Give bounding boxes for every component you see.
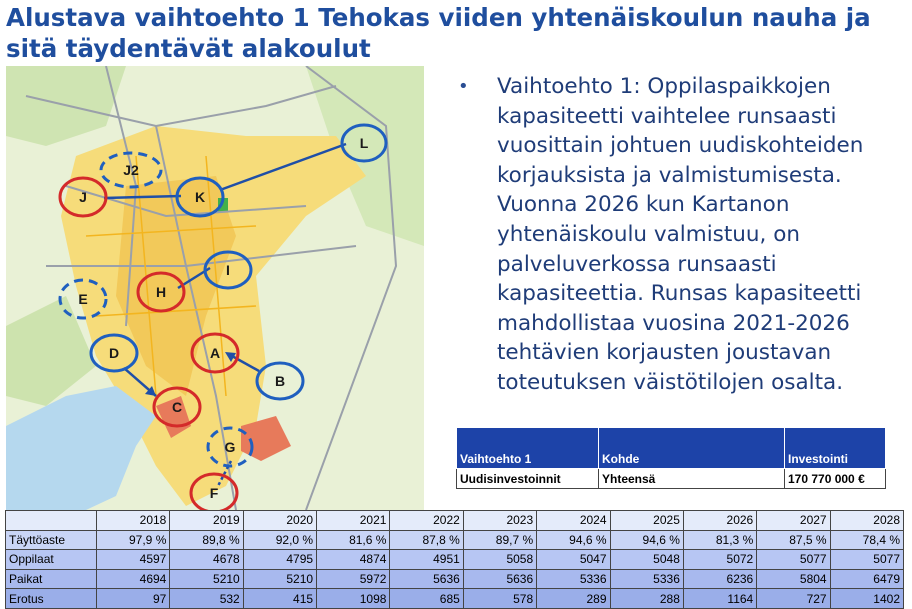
table-year-header: 2018 [97, 511, 170, 531]
table-cell: 578 [463, 589, 536, 609]
investment-header: Vaihtoehto 1 [457, 428, 599, 469]
map-marker-label: L [359, 135, 369, 151]
table-row-label: Paikat [6, 569, 97, 589]
table-cell: 4597 [97, 550, 170, 570]
table-row [6, 589, 904, 609]
investment-cell: 170 770 000 € [785, 469, 886, 489]
table-row-label: Oppilaat [6, 550, 97, 570]
table-row [6, 530, 904, 550]
table-year-header: 2019 [170, 511, 243, 531]
table-cell: 5636 [390, 569, 463, 589]
bullet-icon: • [458, 76, 469, 97]
table-year-header: 2026 [683, 511, 756, 531]
table-year-header: 2027 [757, 511, 830, 531]
table-year-header: 2020 [243, 511, 316, 531]
investment-table [456, 427, 886, 489]
investment-header: Kohde [599, 428, 785, 469]
table-cell: 97 [97, 589, 170, 609]
table-cell: 87,8 % [390, 530, 463, 550]
map-marker-label: A [209, 345, 221, 361]
table-year-header: 2021 [317, 511, 390, 531]
table-cell: 532 [170, 589, 243, 609]
table-cell: 97,9 % [97, 530, 170, 550]
table-cell: 1098 [317, 589, 390, 609]
table-cell: 727 [757, 589, 830, 609]
table-cell: 5077 [757, 550, 830, 570]
table-cell: 81,3 % [683, 530, 756, 550]
table-cell: 4874 [317, 550, 390, 570]
table-year-header: 2023 [463, 511, 536, 531]
table-cell: 5048 [610, 550, 683, 570]
page-title: Alustava vaihtoehto 1 Tehokas viiden yhtenäiskoulun nauha ja sitä täydentävät alakoulut [6, 3, 871, 63]
table-cell: 92,0 % [243, 530, 316, 550]
table-cell: 288 [610, 589, 683, 609]
map-marker-label: E [78, 291, 88, 307]
table-cell: 5804 [757, 569, 830, 589]
table-cell: 5210 [243, 569, 316, 589]
table-row-label: Täyttöaste [6, 530, 97, 550]
capacity-table [5, 510, 904, 609]
table-row [6, 569, 904, 589]
table-year-header: 2025 [610, 511, 683, 531]
map-marker-label: B [274, 373, 286, 389]
table-cell: 4678 [170, 550, 243, 570]
map-marker-label: H [155, 284, 167, 300]
table-header-row [6, 511, 904, 531]
map-marker-label: J2 [123, 162, 139, 178]
table-row-label: Erotus [6, 589, 97, 609]
table-cell: 1164 [683, 589, 756, 609]
city-map [6, 66, 424, 510]
table-cell: 81,6 % [317, 530, 390, 550]
table-cell: 289 [537, 589, 610, 609]
investment-header: Investointi [785, 428, 886, 469]
table-cell: 78,4 % [830, 530, 903, 550]
table-cell: 5972 [317, 569, 390, 589]
map-graphic [6, 66, 424, 510]
bullet-text: Vaihtoehto 1: Oppilaspaikkojen kapasiteetti vaihtelee runsaasti vuosittain johtuen uudiskohteiden korjauksista ja valmistumisesta. Vuonna 2026 kun Kartanon yhtenäiskoulu valmistuu, on palveluverkossa runsaasti kapasiteettia. Runsas kapasiteetti mahdollistaa vuosina 2021-2026 tehtävien korjausten joustavan toteutuksen väistötilojen osalta. [497, 74, 864, 395]
table-cell: 94,6 % [537, 530, 610, 550]
table-year-header: 2024 [537, 511, 610, 531]
table-cell: 5058 [463, 550, 536, 570]
table-cell: 5336 [610, 569, 683, 589]
investment-header-row [457, 428, 886, 469]
table-cell: 6479 [830, 569, 903, 589]
map-marker-label: G [224, 439, 236, 455]
table-cell: 94,6 % [610, 530, 683, 550]
table-row [6, 550, 904, 570]
map-marker-label: D [108, 345, 120, 361]
table-cell: 5077 [830, 550, 903, 570]
table-cell: 6236 [683, 569, 756, 589]
table-cell: 5047 [537, 550, 610, 570]
table-corner-cell [6, 511, 97, 531]
table-year-header: 2022 [390, 511, 463, 531]
table-cell: 685 [390, 589, 463, 609]
map-marker-label: F [209, 485, 219, 501]
map-marker-label: J [79, 189, 87, 205]
table-cell: 89,8 % [170, 530, 243, 550]
map-marker-label: I [226, 262, 230, 278]
table-cell: 5072 [683, 550, 756, 570]
table-cell: 87,5 % [757, 530, 830, 550]
table-cell: 4795 [243, 550, 316, 570]
investment-row [457, 469, 886, 489]
map-marker-label: K [194, 189, 206, 205]
table-cell: 5636 [463, 569, 536, 589]
table-cell: 89,7 % [463, 530, 536, 550]
investment-cell: Uudisinvestoinnit [457, 469, 599, 489]
map-marker-label: C [171, 399, 183, 415]
investment-cell: Yhteensä [599, 469, 785, 489]
table-cell: 4951 [390, 550, 463, 570]
table-cell: 415 [243, 589, 316, 609]
table-year-header: 2028 [830, 511, 903, 531]
table-cell: 5336 [537, 569, 610, 589]
table-cell: 4694 [97, 569, 170, 589]
table-cell: 5210 [170, 569, 243, 589]
table-cell: 1402 [830, 589, 903, 609]
